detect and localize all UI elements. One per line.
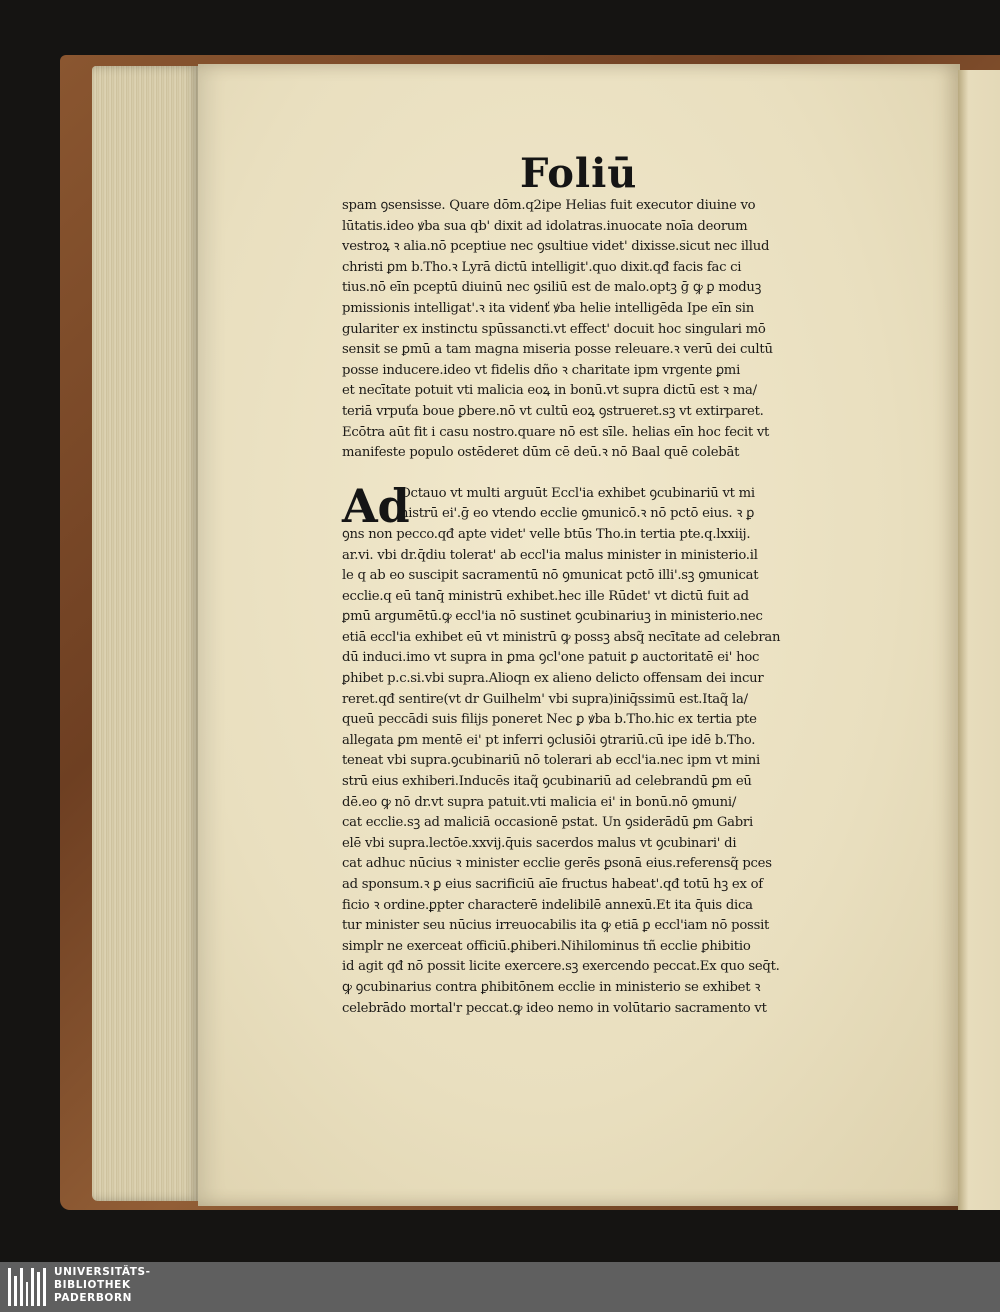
text-line: spam ꝯsensisse. Quare dōm.q2ipe Helias fuit executor diuine vo <box>342 198 756 213</box>
text-line: elē vbi supra.lectōe.xxvij.q̄uis sacerdos malus vt ꝯcubinari' di <box>342 835 737 851</box>
text-line: teriā vrpuťa boue ꝑbere.nō vt cultū eoꝝ ꝯstrueret.sꝫ vt extirparet. <box>342 403 764 419</box>
library-name-line-2: BIBLIOTHEK <box>54 1279 131 1291</box>
paragraph-2-lines <box>342 478 872 1019</box>
text-line: tur minister seu nūcius irreuocabilis ita ꝙ etiā ꝑ eccl'iam nō possit <box>342 918 770 934</box>
text-line: ecclie.q eū tanq̄ ministrū exhibet.hec ille Rūdet' vt dictū fuit ad <box>342 588 749 604</box>
text-line: vestroꝝ ꝛ alia.nō pceptiue nec ꝯsultiue videt' dixisse.sicut nec illud <box>342 239 770 255</box>
text-line: manifeste populo ostēderet dūm cē deū.ꝛ nō Baal quē colebāt <box>342 445 740 461</box>
text-line: le q ab eo suscipit sacramentū nō ꝯmunicat pctō illi'.sꝫ ꝯmunicat <box>342 568 759 584</box>
text-line: ad sponsum.ꝛ ꝑ eius sacrificiū aīe fructus habeat'.qđ totū hꝫ ex of <box>342 877 763 892</box>
text-line: allegata ꝑm mentē ei' pt inferri ꝯclusiōi ꝯtrariū.cū ipe idē b.Tho. <box>342 732 756 748</box>
text-line: cat ecclie.sꝫ ad maliciā occasionē pstat. Un ꝯsiderādū ꝑm Gabri <box>342 815 753 831</box>
text-line: nistrū ei'.ḡ eo vtendo ecclie ꝯmunicō.ꝛ nō pctō eius. ꝛ ꝑ <box>400 506 755 522</box>
library-name <box>54 1266 151 1305</box>
text-line: Ecōtra aūt fit i casu nostro.quare nō est sīle. helias eīn hoc fecit vt <box>342 424 770 440</box>
text-line: ꝙ ꝯcubinarius contra ꝑhibitōnem ecclie in ministerio se exhibet ꝛ <box>342 979 761 995</box>
text-line: dū induci.imo vt supra in ꝑma ꝯcl'one patuit ꝑ auctoritatē ei' hoc <box>342 650 760 666</box>
text-line: reret.qđ sentire(vt dr Guilhelm' vbi supra)iniq̄ssimū est.Itaq̃ la/ <box>342 691 748 707</box>
page-edges <box>92 66 200 1201</box>
text-line: simplr ne exerceat officiū.ꝑhiberi.Nihilominus tñ ecclie ꝑhibitio <box>342 938 751 954</box>
library-name-line-1: UNIVERSITÄTS- <box>54 1266 151 1278</box>
text-line: queū peccādi suis filijs poneret Nec ꝑ ꝟba b.Tho.hic ex tertia pte <box>342 712 757 728</box>
text-line: id agit qđ nō possit licite exercere.sꝫ exercendo peccat.Ex quo seq̄t. <box>342 959 780 975</box>
text-line: pmissionis intelligat'.ꝛ ita videnť ꝟba helie intelligēda Ipe eīn sin <box>342 300 754 316</box>
library-name-line-3: PADERBORN <box>54 1292 133 1304</box>
text-line: ficio ꝛ ordine.ꝑpter characterē indelibilē annexū.Et ita q̄uis dica <box>342 897 753 913</box>
text-line: gulariter ex instinctu spūssancti.vt effect' docuit hoc singulari mō <box>342 321 766 337</box>
text-line: celebrādo mortal'r peccat.ꝙ ideo nemo in volūtario sacramento vt <box>342 1000 767 1016</box>
text-line: ar.vi. vbi dr.q̄diu tolerat' ab eccl'ia malus minister in ministerio.il <box>342 547 758 563</box>
text-block <box>342 196 872 1019</box>
drop-initial: Ad <box>342 478 410 533</box>
text-line: posse inducere.ideo vt fidelis dño ꝛ charitate ipm vrgente ꝑmi <box>342 362 741 378</box>
text-line: ꝑhibet p.c.si.vbi supra.Alioqn ex alieno delicto offensam dei incur <box>342 671 764 687</box>
facing-page-edge <box>958 70 1000 1210</box>
text-line: teneat vbi supra.ꝯcubinariū nō tolerari ab eccl'ia.nec ipm vt mini <box>342 753 761 769</box>
page-header: Foliū <box>520 150 638 197</box>
text-line: christi ꝑm b.Tho.ꝛ Lyrā dictū intelligit'.quo dixit.qđ facis fac ci <box>342 259 742 275</box>
text-line: et necītate potuit vti malicia eoꝝ in bonū.vt supra dictū est ꝛ ma/ <box>342 383 757 399</box>
paragraph-2 <box>342 478 872 1019</box>
text-line: Octauo vt multi arguūt Eccl'ia exhibet ꝯcubinariū vt mi <box>400 485 755 501</box>
text-line: ꝑmū argumētū.ꝙ eccl'ia nō sustinet ꝯcubinariuꝫ in ministerio.nec <box>342 609 763 625</box>
text-line: ꝯns non pecco.qđ apte videt' velle btūs Tho.in tertia pte.q.lxxiij. <box>342 526 751 542</box>
text-line: dē.eo ꝙ nō dr.vt supra patuit.vti malicia ei' in bonū.nō ꝯmuni/ <box>342 794 737 810</box>
text-line: etiā eccl'ia exhibet eū vt ministrū ꝙ possꝫ absq̃ necītate ad celebran <box>342 629 781 645</box>
text-line: strū eius exhiberi.Inducēs itaq̃ ꝯcubinariū ad celebrandū ꝑm eū <box>342 774 752 790</box>
text-line: cat adhuc nūcius ꝛ minister ecclie gerēs ꝑsonā eius.referensq̃ pces <box>342 856 772 872</box>
library-logo-icon <box>8 1268 46 1306</box>
text-line: sensit se ꝑmū a tam magna miseria posse releuare.ꝛ verū dei cultū <box>342 342 773 358</box>
paragraph-break <box>342 464 872 484</box>
paragraph-1 <box>342 196 872 464</box>
text-line: tius.nō eīn pceptū diuinū nec ꝯsiliū est de malo.optꝫ ḡ ꝙ ꝑ moduꝫ <box>342 280 762 296</box>
text-line: lūtatis.ideo ꝟba sua qb' dixit ad idolatras.inuocate noīa deorum <box>342 218 748 234</box>
library-footer <box>0 1262 1000 1312</box>
